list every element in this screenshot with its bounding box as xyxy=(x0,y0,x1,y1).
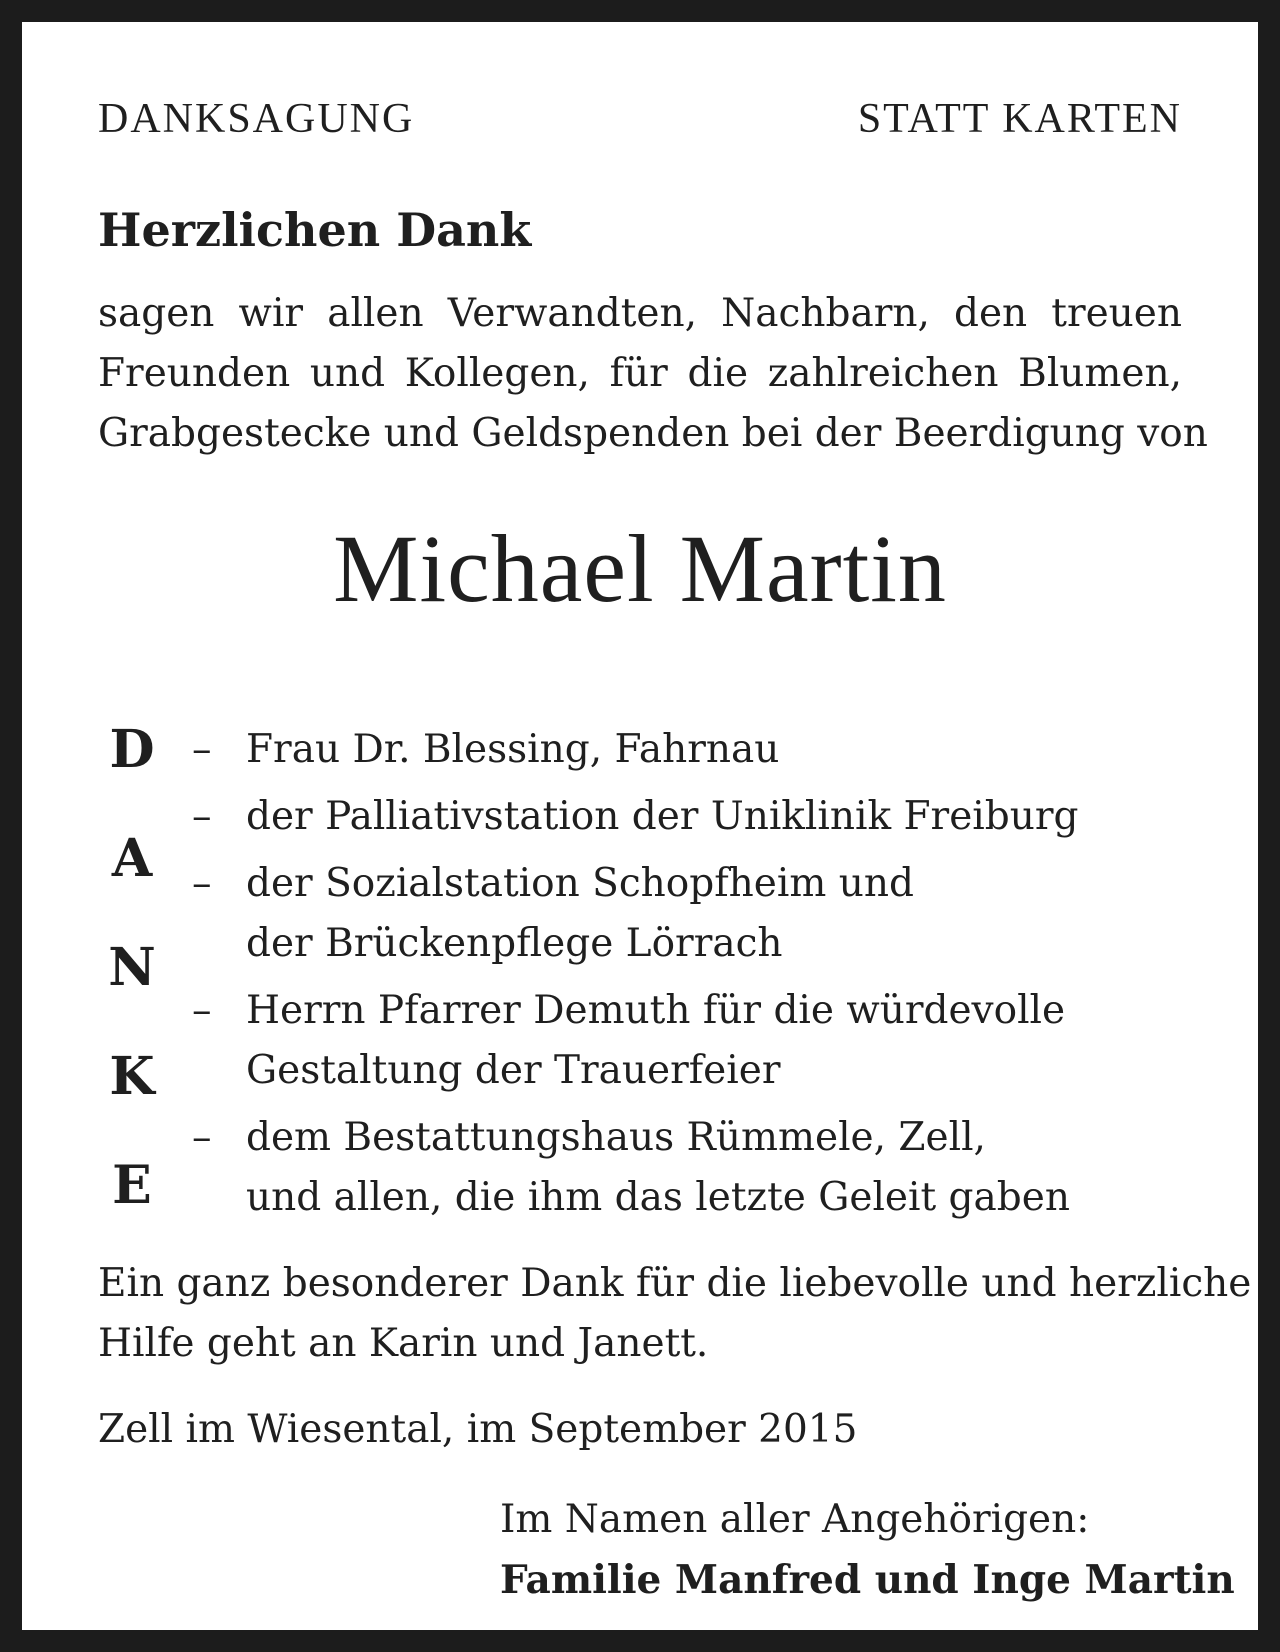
acrostic-letter: A xyxy=(111,828,153,889)
thanks-item xyxy=(192,787,1078,847)
acrostic-letter: E xyxy=(112,1155,152,1216)
thanks-list xyxy=(192,720,1078,1235)
thanks-line: dem Bestattungshaus Rümmele, Zell, xyxy=(246,1115,986,1160)
thanks-line: Frau Dr. Blessing, Fahrnau xyxy=(246,727,780,772)
acrostic-letter: K xyxy=(109,1046,155,1107)
header xyxy=(98,94,1182,144)
header-right-label: STATT KARTEN xyxy=(857,96,1182,142)
special-thanks-line: Ein ganz besonderer Dank für die liebevolle und herzliche xyxy=(98,1261,1252,1306)
dash: – xyxy=(192,988,212,1033)
intro-text xyxy=(98,284,1208,464)
header-left-label: DANKSAGUNG xyxy=(98,96,415,142)
dash: – xyxy=(192,1115,212,1160)
dash: – xyxy=(192,727,212,772)
acrostic-letter: N xyxy=(108,937,156,998)
thanks-item xyxy=(192,854,1078,974)
thanks-line: Gestaltung der Trauerfeier xyxy=(246,1048,781,1093)
dash: – xyxy=(192,861,212,906)
thanks-line: der Brückenpflege Lörrach xyxy=(246,921,783,966)
thanks-line: Herrn Pfarrer Demuth für die würdevolle xyxy=(246,988,1066,1033)
heading: Herzlichen Dank xyxy=(98,203,532,257)
dash: – xyxy=(192,794,212,839)
thanks-line: und allen, die ihm das letzte Geleit gaben xyxy=(246,1175,1070,1220)
intro-line: Grabgestecke und Geldspenden bei der Beerdigung von xyxy=(98,411,1208,456)
intro-line: sagen wir allen Verwandten, Nachbarn, den treuen xyxy=(98,291,1182,336)
intro-line: Freunden und Kollegen, für die zahlreichen Blumen, xyxy=(98,351,1182,396)
thanks-item xyxy=(192,720,1078,780)
acrostic-letter: D xyxy=(109,719,155,780)
thanks-item xyxy=(192,1108,1078,1228)
place-date: Zell im Wiesental, im September 2015 xyxy=(98,1407,858,1452)
signature-intro: Im Namen aller Angehörigen: xyxy=(500,1497,1090,1542)
thanks-item xyxy=(192,981,1078,1101)
thanks-line: der Palliativstation der Uniklinik Freiburg xyxy=(246,794,1079,839)
signature-block xyxy=(500,1490,1235,1610)
deceased-name: Michael Martin xyxy=(333,515,947,622)
thanks-line: der Sozialstation Schopfheim und xyxy=(246,861,914,906)
signature-names: Familie Manfred und Inge Martin xyxy=(500,1557,1235,1603)
special-thanks-line: Hilfe geht an Karin und Janett. xyxy=(98,1321,709,1366)
special-thanks xyxy=(98,1254,1252,1374)
danke-acrostic xyxy=(102,720,162,1265)
